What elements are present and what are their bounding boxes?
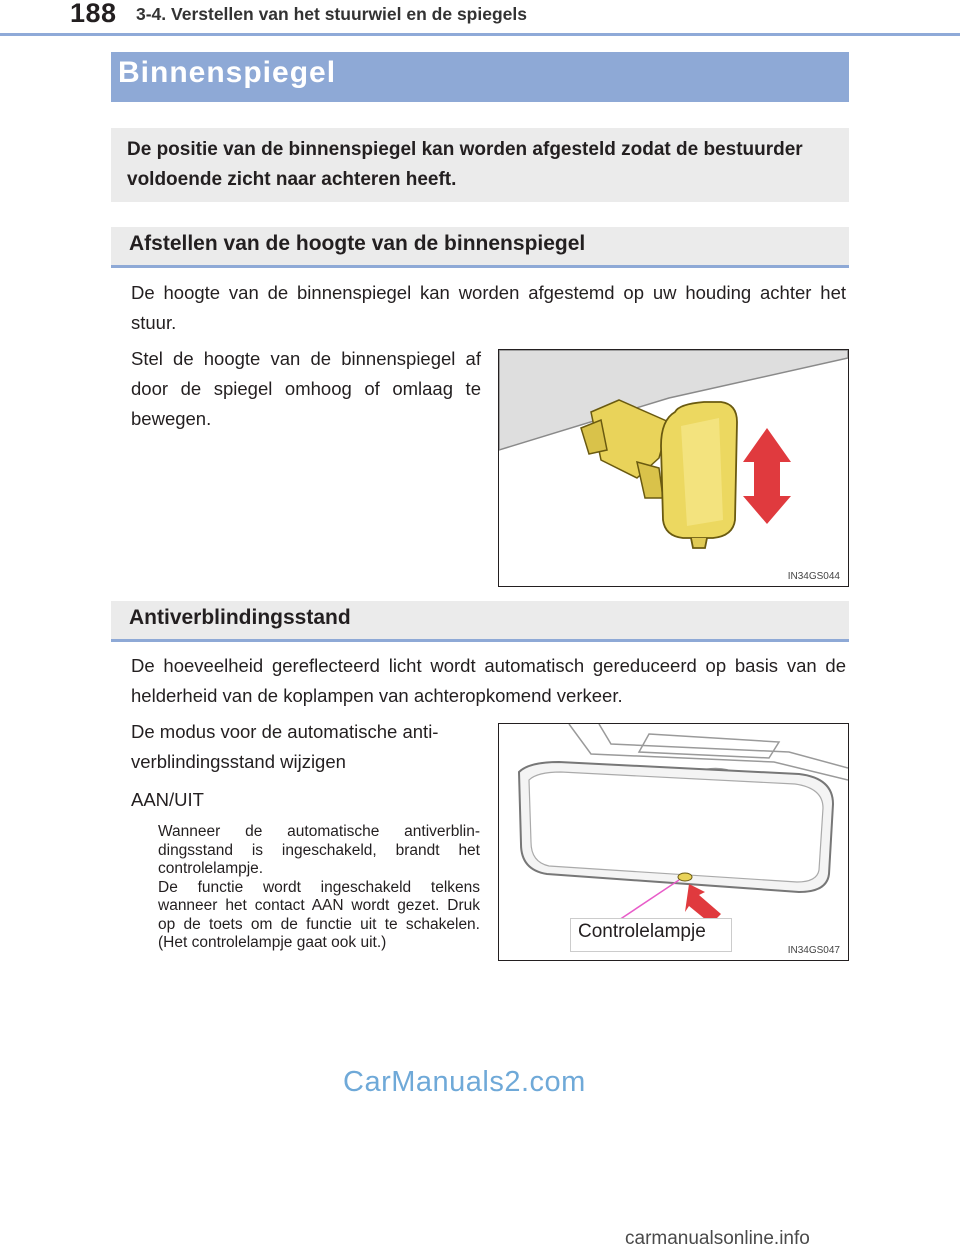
footer-watermark[interactable]: carmanualsonline.info (625, 1228, 810, 1249)
callout-leader-line (619, 880, 679, 920)
note-line-2: De functie wordt ingeschakeld telkens wanneer het contact AAN wordt gezet. Druk op de toets om de functie uit te schakelen. (Het controlelampje gaat ook uit.) (158, 878, 480, 951)
header-divider (0, 33, 960, 36)
watermark-link[interactable]: CarManuals2.com (343, 1066, 586, 1098)
intro-text: De positie van de binnenspiegel kan worden afgesteld zodat de bestuurder voldoende zicht naar achteren heeft. (127, 139, 803, 190)
antiglare-mode-paragraph: De modus voor de automatische anti- verblindingsstand wijzigen (131, 721, 439, 772)
note-line-1: Wanneer de automatische antiverblin- dingsstand is ingeschakeld, brandt het controlelampje. (158, 823, 480, 877)
mirror-body-icon (661, 402, 737, 548)
page-number: 188 (70, 0, 117, 28)
mirror-height-figure (498, 349, 849, 587)
on-off-label: AAN/UIT (131, 789, 204, 810)
mirror-height-illustration (499, 350, 848, 586)
subsection-title: Afstellen van de hoogte van de binnenspiegel (129, 232, 586, 255)
height-intro-paragraph: De hoogte van de binnenspiegel kan worden afgestemd op uw houding achter het stuur. (131, 282, 846, 333)
subsection-title: Antiverblindingsstand (129, 606, 351, 629)
mirror-mount-icon (581, 400, 669, 498)
rearview-mirror-icon (519, 762, 833, 892)
up-down-arrow-icon (743, 428, 791, 524)
height-instruction-paragraph: Stel de hoogte van de binnenspiegel af door de spiegel omhoog of omlaag te bewegen. (131, 348, 481, 429)
subsection-header-antiglare (111, 601, 849, 642)
section-title: Binnenspiegel (118, 56, 337, 89)
chapter-title: 3-4. Verstellen van het stuurwiel en de spiegels (136, 4, 527, 24)
indicator-light-icon (678, 873, 692, 881)
figure-code: IN34GS044 (787, 571, 840, 582)
callout-label: Controlelampje (578, 921, 706, 942)
antiglare-intro-paragraph: De hoeveelheid gereflecteerd licht wordt automatisch gereduceerd op basis van de helderheid van de koplampen van achteropkomend verkeer. (131, 655, 846, 706)
figure-code: IN34GS047 (787, 945, 840, 956)
subsection-header-height (111, 227, 849, 268)
antiglare-note (158, 823, 480, 953)
